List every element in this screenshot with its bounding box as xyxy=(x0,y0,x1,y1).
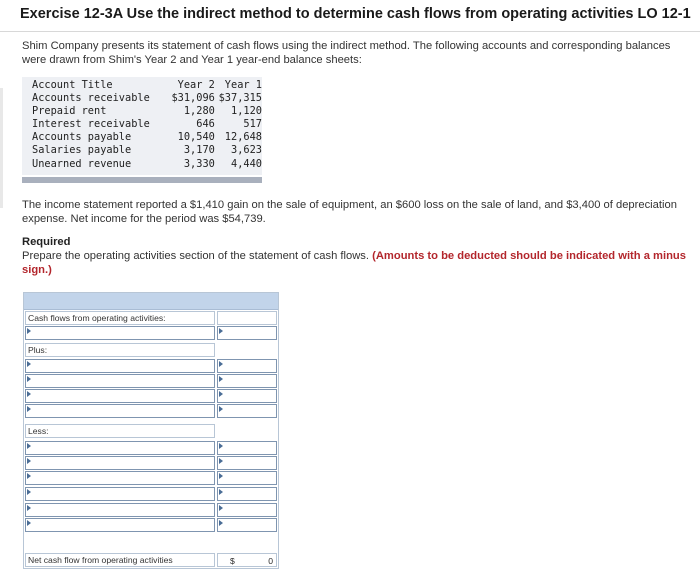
left-edge-marker xyxy=(0,88,3,208)
plus-input-row xyxy=(24,404,278,418)
minus-sign-note: (Amounts to be deducted should be indicated with a minus sign.) xyxy=(22,250,686,276)
dropdown-arrow-icon xyxy=(27,443,31,449)
net-income-label-input[interactable] xyxy=(25,326,215,340)
dropdown-arrow-icon xyxy=(219,443,223,449)
col-header-year2: Year 2 xyxy=(177,79,215,91)
less-label-input[interactable] xyxy=(25,441,215,455)
table-row xyxy=(22,118,262,131)
dropdown-arrow-icon xyxy=(219,458,223,464)
year2-value: 3,170 xyxy=(183,144,215,157)
year1-value: 3,623 xyxy=(231,144,262,157)
required-heading: Required xyxy=(22,236,71,248)
required-instructions xyxy=(22,250,687,277)
table-row xyxy=(22,158,262,171)
less-label-input[interactable] xyxy=(25,518,215,532)
year1-value: 4,440 xyxy=(231,157,262,170)
operating-activities-worksheet xyxy=(23,292,279,569)
dropdown-arrow-icon xyxy=(27,391,31,397)
net-income-row xyxy=(24,326,278,340)
plus-input-row xyxy=(24,389,278,403)
less-input-row xyxy=(24,487,278,501)
dropdown-arrow-icon xyxy=(27,489,31,495)
less-label-input[interactable] xyxy=(25,456,215,470)
year2-value: 10,540 xyxy=(177,131,215,144)
dropdown-arrow-icon xyxy=(219,376,223,382)
income-statement-text: The income statement reported a $1,410 gain on the sale of equipment, an $600 loss on the sale of land, and $3,400 of depreciation expense. Net income for the period was $54,739. xyxy=(22,199,677,225)
account-name: Salaries payable xyxy=(32,144,132,157)
less-row xyxy=(24,424,278,438)
year2-value: $31,096 xyxy=(171,92,215,105)
plus-input-row xyxy=(24,374,278,388)
less-amount-input[interactable] xyxy=(217,441,277,455)
less-label-input[interactable] xyxy=(25,503,215,517)
account-name: Accounts payable xyxy=(32,131,132,144)
table-row xyxy=(22,92,262,105)
year1-value: 1,120 xyxy=(231,105,262,118)
dropdown-arrow-icon xyxy=(219,361,223,367)
less-amount-input[interactable] xyxy=(217,456,277,470)
plus-label-input[interactable] xyxy=(25,359,215,373)
dropdown-arrow-icon xyxy=(27,458,31,464)
plus-amount-input[interactable] xyxy=(217,374,277,388)
plus-amount-input[interactable] xyxy=(217,404,277,418)
col-header-account: Account Title xyxy=(32,79,113,91)
account-name: Unearned revenue xyxy=(32,157,132,170)
less-input-row xyxy=(24,456,278,470)
intro-text: Shim Company presents its statement of cash flows using the indirect method. The following accounts and corresponding balances were drawn from Shim's Year 2 and Year 1 year-end balance sheets: xyxy=(22,40,671,66)
balance-sheet-table xyxy=(22,77,262,175)
year1-value: 12,648 xyxy=(224,131,262,144)
less-input-row xyxy=(24,441,278,455)
plus-label: Plus: xyxy=(25,343,215,357)
dropdown-arrow-icon xyxy=(219,489,223,495)
less-input-row xyxy=(24,503,278,517)
dropdown-arrow-icon xyxy=(27,473,31,479)
operating-activities-label: Cash flows from operating activities: xyxy=(25,311,215,325)
table-row xyxy=(22,144,262,157)
plus-input-row xyxy=(24,359,278,373)
less-amount-input[interactable] xyxy=(217,518,277,532)
plus-amount-input[interactable] xyxy=(217,389,277,403)
exercise-title: Exercise 12-3A Use the indirect method to determine cash flows from operating activities LO 12-1 xyxy=(20,6,691,22)
less-input-row xyxy=(24,471,278,485)
plus-label-input[interactable] xyxy=(25,374,215,388)
dropdown-arrow-icon xyxy=(27,520,31,526)
account-name: Interest receivable xyxy=(32,118,150,131)
account-name: Accounts receivable xyxy=(32,92,150,105)
plus-amount-input[interactable] xyxy=(217,359,277,373)
less-label: Less: xyxy=(25,424,215,438)
less-label-input[interactable] xyxy=(25,471,215,485)
account-name: Prepaid rent xyxy=(32,105,107,118)
dropdown-arrow-icon xyxy=(219,406,223,412)
title-divider xyxy=(0,31,700,32)
dropdown-arrow-icon xyxy=(27,406,31,412)
less-amount-input[interactable] xyxy=(217,487,277,501)
less-input-row xyxy=(24,518,278,532)
year1-value: $37,315 xyxy=(218,92,262,105)
dropdown-arrow-icon xyxy=(27,376,31,382)
less-amount-input[interactable] xyxy=(217,471,277,485)
table-row xyxy=(22,105,262,118)
plus-label-input[interactable] xyxy=(25,389,215,403)
year2-value: 1,280 xyxy=(183,105,215,118)
balance-header-row xyxy=(22,79,262,92)
less-amount-input[interactable] xyxy=(217,503,277,517)
plus-label-input[interactable] xyxy=(25,404,215,418)
currency-symbol: $ xyxy=(230,556,235,566)
dropdown-arrow-icon xyxy=(219,520,223,526)
dropdown-arrow-icon xyxy=(219,328,223,334)
operating-header-row xyxy=(24,311,278,325)
net-cash-flow-label: Net cash flow from operating activities xyxy=(25,553,215,567)
net-cash-flow-total: 0 xyxy=(268,556,273,566)
less-label-input[interactable] xyxy=(25,487,215,501)
dropdown-arrow-icon xyxy=(219,473,223,479)
dropdown-arrow-icon xyxy=(27,505,31,511)
operating-amount-cell xyxy=(217,311,277,325)
plus-row xyxy=(24,343,278,357)
net-cash-flow-row xyxy=(24,553,278,567)
dropdown-arrow-icon xyxy=(219,505,223,511)
year2-value: 646 xyxy=(196,118,215,131)
col-header-year1: Year 1 xyxy=(224,79,262,91)
table-row xyxy=(22,131,262,144)
year2-value: 3,330 xyxy=(183,157,215,170)
worksheet-header xyxy=(24,293,278,310)
dropdown-arrow-icon xyxy=(27,328,31,334)
net-income-amount-input[interactable] xyxy=(217,326,277,340)
net-cash-flow-amount xyxy=(217,553,277,567)
dropdown-arrow-icon xyxy=(27,361,31,367)
year1-value: 517 xyxy=(243,118,262,131)
required-text: Prepare the operating activities section of the statement of cash flows. xyxy=(22,250,369,262)
table-scroll-bar[interactable] xyxy=(22,177,262,183)
dropdown-arrow-icon xyxy=(219,391,223,397)
